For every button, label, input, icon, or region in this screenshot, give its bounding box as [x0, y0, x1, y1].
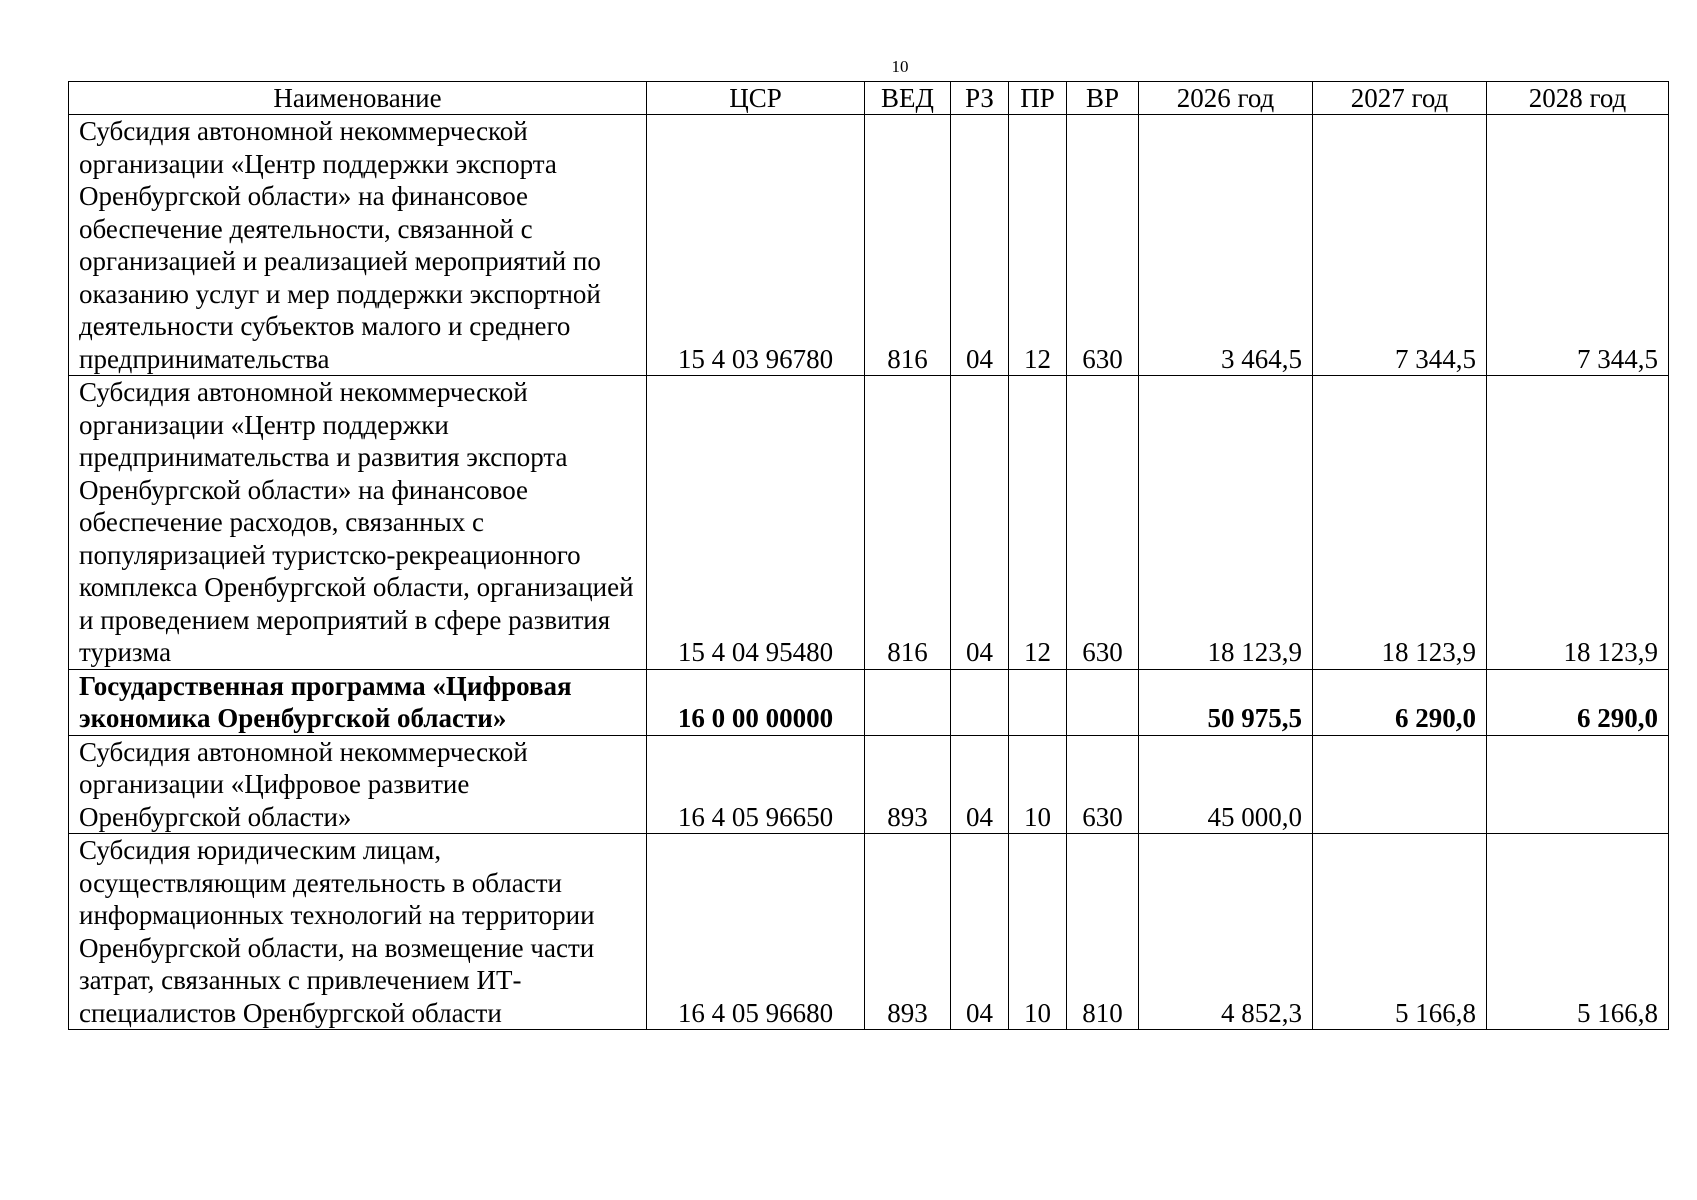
row-pr: 12 — [1009, 115, 1067, 376]
row-ved: 893 — [865, 735, 951, 834]
row-2027: 7 344,5 — [1313, 115, 1487, 376]
row-ved: 816 — [865, 115, 951, 376]
header-2028: 2028 год — [1487, 82, 1669, 115]
row-2028 — [1487, 735, 1669, 834]
row-csr: 16 0 00 00000 — [647, 669, 865, 735]
row-vr: 630 — [1067, 735, 1139, 834]
row-pr: 12 — [1009, 376, 1067, 670]
row-2028: 18 123,9 — [1487, 376, 1669, 670]
row-2027: 18 123,9 — [1313, 376, 1487, 670]
row-pr: 10 — [1009, 735, 1067, 834]
row-csr: 16 4 05 96680 — [647, 834, 865, 1030]
page-number: 10 — [891, 57, 909, 76]
table-body — [69, 115, 1669, 1030]
row-2026: 4 852,3 — [1139, 834, 1313, 1030]
row-ved: 893 — [865, 834, 951, 1030]
row-rz: 04 — [951, 115, 1009, 376]
row-2028: 6 290,0 — [1487, 669, 1669, 735]
row-csr: 15 4 04 95480 — [647, 376, 865, 670]
header-name: Наименование — [69, 82, 647, 115]
row-2028: 7 344,5 — [1487, 115, 1669, 376]
row-rz: 04 — [951, 735, 1009, 834]
table-row — [69, 376, 1669, 670]
program-name: Государственная программа «Цифровая экономика Оренбургской области» — [69, 669, 647, 735]
row-vr — [1067, 669, 1139, 735]
row-2026: 50 975,5 — [1139, 669, 1313, 735]
table-row — [69, 834, 1669, 1030]
row-2027: 6 290,0 — [1313, 669, 1487, 735]
table-row — [69, 735, 1669, 834]
row-ved: 816 — [865, 376, 951, 670]
header-2026: 2026 год — [1139, 82, 1313, 115]
header-ved: ВЕД — [865, 82, 951, 115]
row-rz — [951, 669, 1009, 735]
program-row — [69, 669, 1669, 735]
row-pr: 10 — [1009, 834, 1067, 1030]
header-vr: ВР — [1067, 82, 1139, 115]
row-2027 — [1313, 735, 1487, 834]
row-2028: 5 166,8 — [1487, 834, 1669, 1030]
table-header — [69, 82, 1669, 115]
budget-table — [68, 81, 1669, 1030]
row-csr: 16 4 05 96650 — [647, 735, 865, 834]
row-vr: 810 — [1067, 834, 1139, 1030]
row-2026: 3 464,5 — [1139, 115, 1313, 376]
row-name: Субсидия автономной некоммерческой организации «Центр поддержки экспорта Оренбургской области» на финансовое обеспечение деятельности, связанной с организацией и реализацией мероприятий по оказанию услуг и мер поддержки экспортной деятельности субъектов малого и среднего предпринимательства — [69, 115, 647, 376]
row-name: Субсидия автономной некоммерческой организации «Центр поддержки предпринимательства и развития экспорта Оренбургской области» на финансовое обеспечение расходов, связанных с популяризацией туристско-рекреационного комплекса Оренбургской области, организацией и проведением мероприятий в сфере развития туризма — [69, 376, 647, 670]
row-pr — [1009, 669, 1067, 735]
row-2026: 18 123,9 — [1139, 376, 1313, 670]
row-2027: 5 166,8 — [1313, 834, 1487, 1030]
table-row — [69, 115, 1669, 376]
header-row — [69, 82, 1669, 115]
row-ved — [865, 669, 951, 735]
row-name: Субсидия юридическим лицам, осуществляющим деятельность в области информационных технологий на территории Оренбургской области, на возмещение части затрат, связанных с привлечением ИТ-специалистов Оренбургской области — [69, 834, 647, 1030]
header-rz: РЗ — [951, 82, 1009, 115]
header-2027: 2027 год — [1313, 82, 1487, 115]
header-pr: ПР — [1009, 82, 1067, 115]
row-vr: 630 — [1067, 115, 1139, 376]
row-csr: 15 4 03 96780 — [647, 115, 865, 376]
row-vr: 630 — [1067, 376, 1139, 670]
row-name: Субсидия автономной некоммерческой организации «Цифровое развитие Оренбургской области» — [69, 735, 647, 834]
row-2026: 45 000,0 — [1139, 735, 1313, 834]
header-csr: ЦСР — [647, 82, 865, 115]
row-rz: 04 — [951, 376, 1009, 670]
row-rz: 04 — [951, 834, 1009, 1030]
